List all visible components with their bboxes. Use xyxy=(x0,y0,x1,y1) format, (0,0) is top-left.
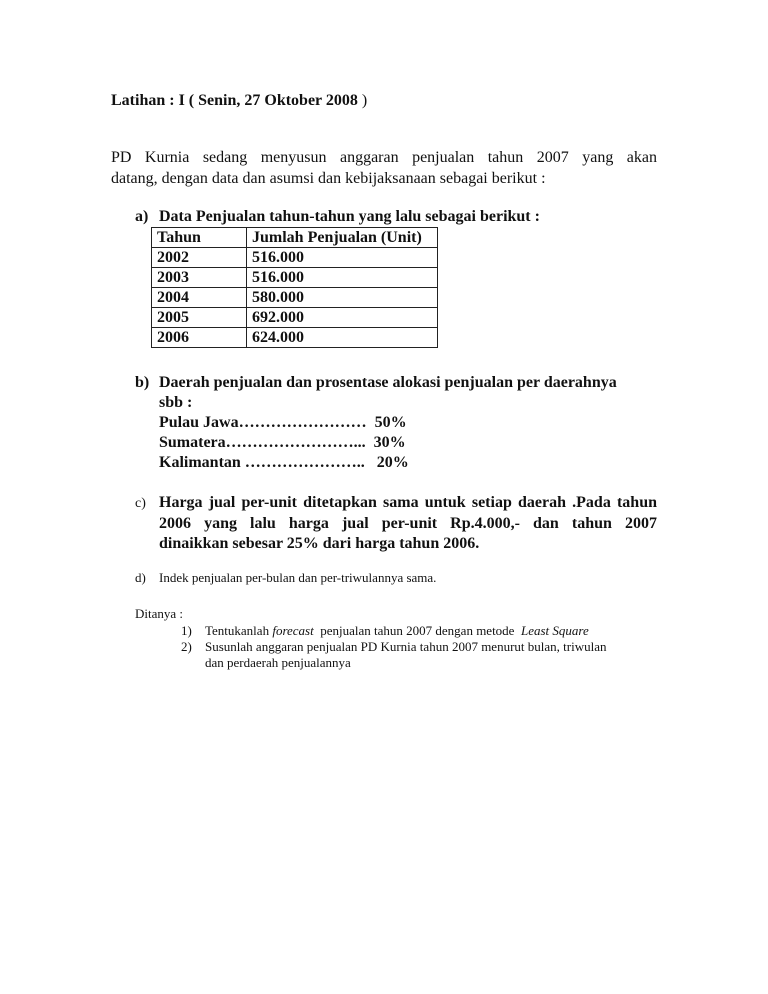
region-name: Sumatera……………………... xyxy=(159,434,366,451)
cell-sales: 624.000 xyxy=(247,328,438,348)
section-b-marker: b) xyxy=(135,374,150,391)
section-d-text: Indek penjualan per-bulan dan per-triwulannya sama. xyxy=(159,570,437,585)
questions-list xyxy=(181,623,621,671)
intro-line-1: PD Kurnia sedang menyusun anggaran penjualan tahun 2007 yang akan xyxy=(111,149,657,166)
cell-year: 2004 xyxy=(152,288,247,308)
sales-table xyxy=(151,227,438,348)
q1-forecast: forecast xyxy=(272,623,314,638)
section-b-heading-1: Daerah penjualan dan prosentase alokasi penjualan per daerahnya xyxy=(159,374,617,391)
question-number: 2) xyxy=(181,639,192,654)
cell-sales: 692.000 xyxy=(247,308,438,328)
question-text xyxy=(205,623,621,639)
cell-year: 2002 xyxy=(152,248,247,268)
section-d xyxy=(135,570,436,586)
region-row-kalimantan xyxy=(135,453,665,473)
section-c-line-3: dinaikkan sebesar 25% dari harga tahun 2006. xyxy=(159,535,480,552)
cell-year: 2006 xyxy=(152,328,247,348)
cell-sales: 516.000 xyxy=(247,248,438,268)
header-jumlah: Jumlah Penjualan (Unit) xyxy=(247,228,438,248)
header-tahun: Tahun xyxy=(152,228,247,248)
table-row xyxy=(152,288,438,308)
q1-least-square: Least Square xyxy=(520,623,589,638)
section-d-marker: d) xyxy=(135,570,146,585)
intro-paragraph xyxy=(111,147,657,189)
title-main: Latihan : I ( Senin, 27 Oktober 2008 xyxy=(111,92,358,109)
section-a-heading: Data Penjualan tahun-tahun yang lalu sebagai berikut : xyxy=(159,208,540,225)
questions-label: Ditanya : xyxy=(135,606,184,621)
region-row-jawa xyxy=(135,413,665,433)
cell-year: 2003 xyxy=(152,268,247,288)
region-row-sumatera xyxy=(135,433,665,453)
cell-sales: 516.000 xyxy=(247,268,438,288)
page-title xyxy=(111,92,367,110)
table-row xyxy=(152,248,438,268)
section-b-heading-2: sbb : xyxy=(159,394,193,411)
table-row xyxy=(152,308,438,328)
section-c-marker: c) xyxy=(135,496,146,511)
region-pct: 30% xyxy=(365,434,406,451)
table-header-row xyxy=(152,228,438,248)
section-c-line-1: Harga jual per-unit ditetapkan sama untuk setiap daerah .Pada tahun xyxy=(159,494,657,511)
region-pct: 50% xyxy=(366,414,407,431)
intro-line-2: datang, dengan data dan asumsi dan kebijaksanaan sebagai berikut : xyxy=(111,170,546,187)
region-pct: 20% xyxy=(364,454,409,471)
cell-sales: 580.000 xyxy=(247,288,438,308)
section-b xyxy=(135,373,665,473)
question-text: Susunlah anggaran penjualan PD Kurnia tahun 2007 menurut bulan, triwulan dan perdaerah penjualannya xyxy=(205,639,607,670)
question-item xyxy=(181,639,621,671)
section-a xyxy=(135,207,540,227)
title-close-paren: ) xyxy=(357,92,368,109)
question-number: 1) xyxy=(181,623,192,638)
section-a-marker: a) xyxy=(135,208,149,225)
cell-year: 2005 xyxy=(152,308,247,328)
table-row xyxy=(152,328,438,348)
q1-mid: penjualan tahun 2007 dengan metode xyxy=(313,623,521,638)
question-item xyxy=(181,623,621,639)
region-name: Kalimantan ………………….. xyxy=(159,454,365,471)
section-c-line-2: 2006 yang lalu harga jual per-unit Rp.4.000,- dan tahun 2007 xyxy=(159,514,657,532)
q1-pre: Tentukanlah xyxy=(205,623,273,638)
section-c xyxy=(135,493,657,552)
table-row xyxy=(152,268,438,288)
region-name: Pulau Jawa…………………… xyxy=(159,414,367,431)
